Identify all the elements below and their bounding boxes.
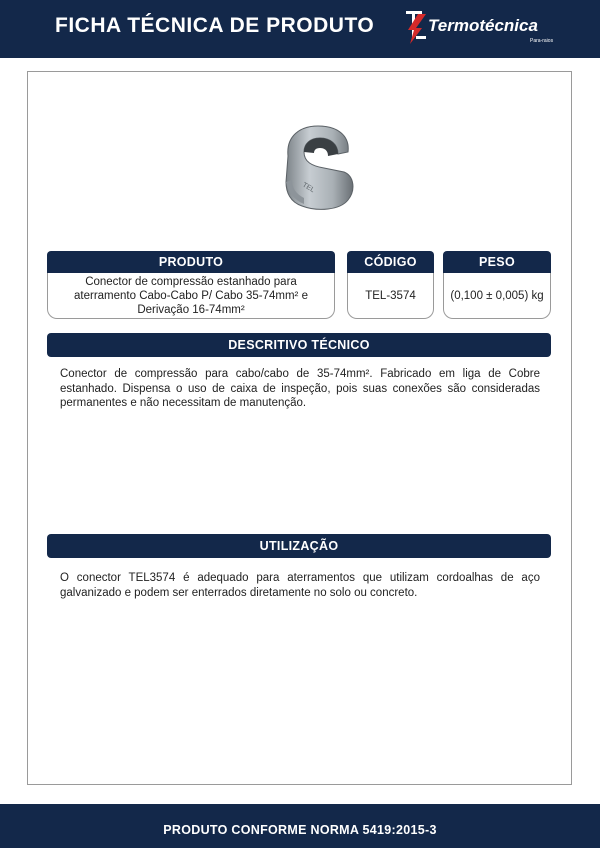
connector-product-image [278, 122, 360, 214]
utilizacao-text [60, 571, 540, 600]
header-bar [0, 0, 600, 58]
svg-text:TEL: TEL [301, 181, 316, 195]
peso-value: (0,100 ± 0,005) kg [443, 273, 551, 319]
logo-mark-icon [404, 8, 430, 46]
codigo-value: TEL-3574 [347, 273, 434, 319]
descritivo-tecnico-text: Conector de compressão para cabo/cabo de 35-74mm². Fabricado em liga de Cobre estanhado. Dispensa o uso de caixa de inspeção, pois suas conexões são consideradas permanentes e não necessitam de manutenção. [60, 368, 540, 409]
peso-header: PESO [443, 251, 551, 273]
utilizacao-text-suffix: é adequado para aterramentos que utilizam cordoalhas de aço galvanizado e podem ser enterrados diretamente no solo ou concreto. [60, 572, 540, 599]
utilizacao-product-code: TEL3574 [128, 572, 176, 584]
footer-bar [0, 804, 600, 848]
logo-name: Termotécnica [428, 16, 538, 35]
document-title: FICHA TÉCNICA DE PRODUTO [55, 14, 375, 37]
codigo-header: CÓDIGO [347, 251, 434, 273]
produto-header: PRODUTO [47, 251, 335, 273]
descritivo-tecnico-heading: DESCRITIVO TÉCNICO [47, 333, 551, 357]
company-logo [404, 8, 564, 48]
footer-norma-text: PRODUTO CONFORME NORMA 5419:2015-3 [163, 823, 437, 837]
utilizacao-heading: UTILIZAÇÃO [47, 534, 551, 558]
produto-value: Conector de compressão estanhado para aterramento Cabo-Cabo P/ Cabo 35-74mm² e Derivação 16-74mm² [47, 273, 335, 319]
utilizacao-text-prefix: O conector [60, 572, 129, 584]
logo-subtitle: Para-raios [530, 38, 554, 44]
